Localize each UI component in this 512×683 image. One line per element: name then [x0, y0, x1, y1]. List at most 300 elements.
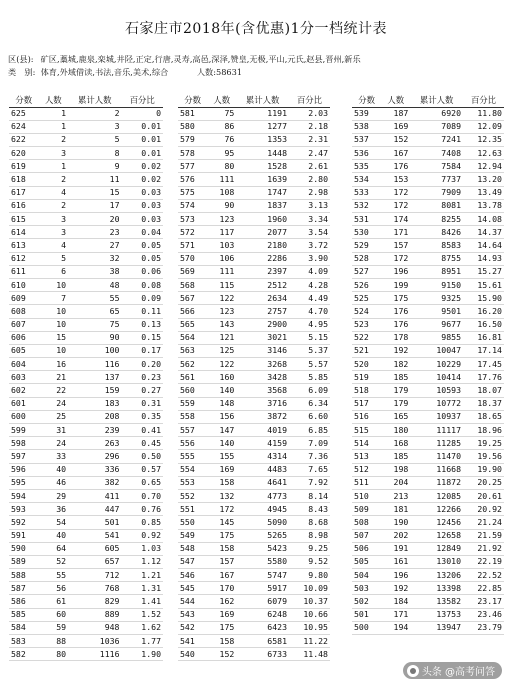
table-row	[352, 133, 504, 146]
table-cell: 21	[39, 371, 69, 384]
table-cell: 3568	[236, 384, 289, 397]
table-row	[9, 265, 163, 278]
table-cell: 535	[352, 160, 381, 173]
table-cell: 122	[207, 292, 236, 305]
table-cell: 1.52	[122, 608, 164, 621]
table-row	[178, 226, 330, 239]
table-cell: 577	[178, 160, 207, 173]
table-cell: 576	[178, 173, 207, 186]
table-cell: 22.52	[463, 569, 504, 582]
table-cell: 501	[68, 516, 121, 529]
table-cell: 545	[178, 582, 207, 595]
district-line	[8, 54, 361, 65]
table-cell: 0.92	[122, 529, 164, 542]
table-row	[178, 292, 330, 305]
table-cell: 2.31	[289, 133, 330, 146]
table-cell: 80	[207, 160, 236, 173]
table-cell: 22	[39, 384, 69, 397]
table-row	[9, 160, 163, 173]
table-cell: 4945	[236, 503, 289, 516]
table-row	[352, 489, 504, 502]
table-cell: 13947	[410, 621, 463, 634]
table-cell: 5.37	[289, 344, 330, 357]
table-cell: 106	[207, 252, 236, 265]
table-cell: 11.48	[289, 648, 330, 661]
table-cell: 2286	[236, 252, 289, 265]
table-row	[178, 555, 330, 568]
table-cell: 7089	[410, 120, 463, 133]
table-row	[352, 120, 504, 133]
table-row	[178, 621, 330, 634]
table-cell: 23.17	[463, 595, 504, 608]
table-cell: 140	[207, 384, 236, 397]
table-cell: 0.02	[122, 160, 164, 173]
table-cell: 55	[39, 569, 69, 582]
table-cell: 510	[352, 489, 381, 502]
table-cell: 152	[381, 133, 410, 146]
table-cell: 1036	[68, 635, 121, 648]
table-cell: 586	[9, 595, 39, 608]
district-value: 矿区,藁城,鹿泉,栾城,井陉,正定,行唐,灵寿,高邑,深泽,赞皇,无极,平山,元氏,赵县,晋州,新乐	[40, 54, 361, 64]
table-cell: 155	[207, 450, 236, 463]
table-row	[352, 226, 504, 239]
table-cell: 194	[381, 621, 410, 634]
table-cell: 0.09	[122, 292, 164, 305]
table-cell: 174	[381, 213, 410, 226]
table-cell: 581	[178, 107, 207, 120]
table-cell: 121	[207, 331, 236, 344]
table-row	[9, 318, 163, 331]
table-cell: 80	[39, 648, 69, 661]
table-cell: 3268	[236, 358, 289, 371]
table-row	[178, 252, 330, 265]
table-row	[178, 410, 330, 423]
table-cell: 503	[352, 582, 381, 595]
table-cell: 21.59	[463, 529, 504, 542]
table-cell: 122	[207, 358, 236, 371]
table-cell: 523	[352, 318, 381, 331]
table-cell: 8755	[410, 252, 463, 265]
table-cell: 9.80	[289, 569, 330, 582]
table-cell: 829	[68, 595, 121, 608]
table-cell: 7584	[410, 160, 463, 173]
table-cell: 54	[39, 516, 69, 529]
table-cell: 605	[68, 542, 121, 555]
table-cell: 1448	[236, 147, 289, 160]
table-row	[178, 344, 330, 357]
table-cell: 12658	[410, 529, 463, 542]
table-cell: 7737	[410, 173, 463, 186]
table-cell: 1	[39, 120, 69, 133]
table-cell: 551	[178, 503, 207, 516]
table-cell: 0.15	[122, 331, 164, 344]
table-cell: 4159	[236, 437, 289, 450]
table-cell: 187	[381, 107, 410, 120]
table-cell: 9150	[410, 278, 463, 291]
table-cell: 0.08	[122, 278, 164, 291]
table-cell: 176	[381, 160, 410, 173]
table-row	[178, 133, 330, 146]
table-cell: 607	[9, 318, 39, 331]
table-cell: 4.09	[289, 265, 330, 278]
table-cell: 19.56	[463, 450, 504, 463]
table-row	[178, 278, 330, 291]
table-cell: 11	[68, 173, 121, 186]
table-cell: 572	[178, 226, 207, 239]
table-cell: 153	[381, 173, 410, 186]
table-cell: 609	[9, 292, 39, 305]
table-cell: 506	[352, 542, 381, 555]
table-row	[352, 569, 504, 582]
table-cell: 2757	[236, 305, 289, 318]
table-cell: 6423	[236, 621, 289, 634]
table-cell: 527	[352, 265, 381, 278]
table-row	[9, 476, 163, 489]
table-cell: 1353	[236, 133, 289, 146]
table-cell: 192	[381, 344, 410, 357]
table-cell: 526	[352, 278, 381, 291]
table-header-row	[352, 94, 504, 107]
table-cell: 7.09	[289, 437, 330, 450]
table-cell: 14.64	[463, 239, 504, 252]
table-cell: 171	[381, 226, 410, 239]
table-cell: 524	[352, 305, 381, 318]
table-row	[352, 186, 504, 199]
table-cell: 1.77	[122, 635, 164, 648]
table-cell: 513	[352, 450, 381, 463]
table-cell: 3.13	[289, 199, 330, 212]
table-cell: 534	[352, 173, 381, 186]
table-cell: 541	[68, 529, 121, 542]
table-cell: 111	[207, 173, 236, 186]
table-row	[178, 489, 330, 502]
table-header-row	[9, 94, 163, 107]
table-cell: 5265	[236, 529, 289, 542]
table-cell: 561	[178, 371, 207, 384]
table-row	[352, 608, 504, 621]
column-header: 百分比	[122, 94, 164, 107]
table-cell: 8951	[410, 265, 463, 278]
table-cell: 537	[352, 133, 381, 146]
table-row	[178, 173, 330, 186]
table-cell: 560	[178, 384, 207, 397]
table-cell: 10.37	[289, 595, 330, 608]
table-cell: 1.41	[122, 595, 164, 608]
table-cell: 23.79	[463, 621, 504, 634]
table-cell: 115	[207, 278, 236, 291]
table-cell: 6	[39, 265, 69, 278]
table-cell: 180	[381, 424, 410, 437]
watermark-text: 头条 @高考问答	[421, 667, 495, 678]
table-cell: 132	[207, 489, 236, 502]
table-row	[178, 107, 330, 120]
district-label: 区(县):	[8, 54, 34, 64]
table-cell: 4773	[236, 489, 289, 502]
table-cell: 152	[207, 648, 236, 661]
table-cell: 0	[122, 107, 164, 120]
table-cell: 172	[381, 199, 410, 212]
table-cell: 175	[207, 529, 236, 542]
table-cell: 167	[381, 147, 410, 160]
table-cell: 12849	[410, 542, 463, 555]
table-cell: 536	[352, 147, 381, 160]
table-cell: 4.49	[289, 292, 330, 305]
table-cell: 570	[178, 252, 207, 265]
table-cell: 179	[381, 397, 410, 410]
table-cell: 611	[9, 265, 39, 278]
table-cell: 160	[207, 371, 236, 384]
table-cell: 24	[39, 437, 69, 450]
table-row	[352, 384, 504, 397]
table-cell: 10047	[410, 344, 463, 357]
column-header: 分数	[178, 94, 207, 107]
table-cell: 546	[178, 569, 207, 582]
table-cell: 594	[9, 489, 39, 502]
table-row	[178, 503, 330, 516]
table-cell: 2	[39, 133, 69, 146]
table-cell: 199	[381, 278, 410, 291]
table-cell: 528	[352, 252, 381, 265]
table-cell: 21.92	[463, 542, 504, 555]
table-cell: 156	[207, 410, 236, 423]
table-cell: 601	[9, 397, 39, 410]
table-row	[9, 305, 163, 318]
table-cell: 616	[9, 199, 39, 212]
table-row	[178, 476, 330, 489]
table-cell: 143	[207, 318, 236, 331]
table-cell: 198	[381, 463, 410, 476]
table-row	[178, 305, 330, 318]
table-cell: 10.66	[289, 608, 330, 621]
table-row	[9, 582, 163, 595]
table-row	[9, 278, 163, 291]
table-cell: 9	[68, 160, 121, 173]
table-cell: 191	[381, 542, 410, 555]
table-cell: 530	[352, 226, 381, 239]
table-row	[178, 331, 330, 344]
table-row	[178, 437, 330, 450]
table-cell: 502	[352, 595, 381, 608]
table-cell: 2.80	[289, 173, 330, 186]
table-cell: 4	[39, 186, 69, 199]
table-cell: 8.43	[289, 503, 330, 516]
table-cell: 202	[381, 529, 410, 542]
table-cell: 583	[9, 635, 39, 648]
table-cell: 615	[9, 213, 39, 226]
table-row	[352, 252, 504, 265]
table-row	[352, 397, 504, 410]
table-cell: 175	[381, 292, 410, 305]
table-cell: 0.17	[122, 344, 164, 357]
table-row	[352, 463, 504, 476]
table-cell: 614	[9, 226, 39, 239]
table-cell: 11285	[410, 437, 463, 450]
table-cell: 140	[207, 437, 236, 450]
table-cell: 580	[178, 120, 207, 133]
table-cell: 11668	[410, 463, 463, 476]
table-cell: 165	[381, 410, 410, 423]
table-row	[352, 213, 504, 226]
table-row	[9, 358, 163, 371]
table-row	[9, 384, 163, 397]
table-cell: 55	[68, 292, 121, 305]
table-cell: 10	[39, 278, 69, 291]
table-cell: 5	[39, 252, 69, 265]
table-cell: 531	[352, 213, 381, 226]
table-cell: 544	[178, 595, 207, 608]
table-cell: 2.18	[289, 120, 330, 133]
table-cell: 599	[9, 424, 39, 437]
table-row	[352, 147, 504, 160]
table-row	[9, 107, 163, 120]
table-row	[9, 516, 163, 529]
table-cell: 0.31	[122, 397, 164, 410]
table-header-row	[178, 94, 330, 107]
table-cell: 532	[352, 199, 381, 212]
table-cell: 2.03	[289, 107, 330, 120]
table-cell: 7909	[410, 186, 463, 199]
table-row	[352, 160, 504, 173]
table-row	[178, 186, 330, 199]
table-cell: 12456	[410, 516, 463, 529]
table-cell: 563	[178, 344, 207, 357]
table-cell: 169	[207, 463, 236, 476]
table-cell: 38	[68, 265, 121, 278]
table-row	[9, 542, 163, 555]
table-cell: 123	[207, 305, 236, 318]
table-cell: 40	[39, 463, 69, 476]
table-cell: 1960	[236, 213, 289, 226]
table-cell: 170	[207, 582, 236, 595]
table-cell: 539	[352, 107, 381, 120]
table-row	[352, 305, 504, 318]
table-row	[9, 489, 163, 502]
table-cell: 196	[381, 265, 410, 278]
score-table-1	[9, 94, 163, 661]
table-cell: 625	[9, 107, 39, 120]
table-cell: 0.01	[122, 133, 164, 146]
table-cell: 0.50	[122, 450, 164, 463]
column-header: 分数	[352, 94, 381, 107]
table-cell: 56	[39, 582, 69, 595]
table-row	[9, 120, 163, 133]
table-row	[352, 371, 504, 384]
table-row	[9, 437, 163, 450]
table-cell: 183	[68, 397, 121, 410]
total-count: 人数:58631	[196, 67, 243, 77]
table-cell: 48	[68, 278, 121, 291]
table-cell: 1.62	[122, 621, 164, 634]
table-cell: 8.98	[289, 529, 330, 542]
table-cell: 5747	[236, 569, 289, 582]
table-row	[352, 437, 504, 450]
table-cell: 184	[381, 595, 410, 608]
table-cell: 520	[352, 358, 381, 371]
column-header: 人数	[381, 94, 410, 107]
table-cell: 10.95	[289, 621, 330, 634]
table-cell: 587	[9, 582, 39, 595]
table-cell: 15.61	[463, 278, 504, 291]
table-cell: 10	[39, 344, 69, 357]
table-cell: 16.20	[463, 305, 504, 318]
table-cell: 172	[381, 252, 410, 265]
table-cell: 7.92	[289, 476, 330, 489]
table-cell: 525	[352, 292, 381, 305]
table-row	[9, 410, 163, 423]
table-cell: 10593	[410, 384, 463, 397]
table-cell: 23.46	[463, 608, 504, 621]
table-row	[178, 265, 330, 278]
table-cell: 5.85	[289, 371, 330, 384]
table-cell: 60	[39, 608, 69, 621]
table-row	[9, 331, 163, 344]
table-cell: 10772	[410, 397, 463, 410]
table-cell: 3146	[236, 344, 289, 357]
table-row	[178, 450, 330, 463]
table-cell: 657	[68, 555, 121, 568]
table-row	[9, 292, 163, 305]
table-cell: 4019	[236, 424, 289, 437]
table-cell: 447	[68, 503, 121, 516]
table-row	[9, 186, 163, 199]
table-cell: 5	[68, 133, 121, 146]
table-cell: 617	[9, 186, 39, 199]
table-cell: 538	[352, 120, 381, 133]
table-cell: 9501	[410, 305, 463, 318]
table-cell: 0.03	[122, 186, 164, 199]
table-cell: 116	[68, 358, 121, 371]
table-cell: 557	[178, 424, 207, 437]
table-row	[178, 120, 330, 133]
table-cell: 1528	[236, 160, 289, 173]
column-header: 累计人数	[410, 94, 463, 107]
table-row	[178, 582, 330, 595]
score-table-2	[178, 94, 330, 661]
table-cell: 1639	[236, 173, 289, 186]
table-row	[9, 371, 163, 384]
table-cell: 12085	[410, 489, 463, 502]
table-cell: 13206	[410, 569, 463, 582]
table-cell: 22.85	[463, 582, 504, 595]
table-cell: 21.24	[463, 516, 504, 529]
table-cell: 123	[207, 213, 236, 226]
table-row	[9, 463, 163, 476]
table-cell: 4.95	[289, 318, 330, 331]
table-cell: 13.20	[463, 173, 504, 186]
table-cell: 514	[352, 437, 381, 450]
table-cell: 612	[9, 252, 39, 265]
table-cell: 2077	[236, 226, 289, 239]
table-cell: 516	[352, 410, 381, 423]
table-row	[9, 450, 163, 463]
table-cell: 10.09	[289, 582, 330, 595]
column-header: 人数	[39, 94, 69, 107]
table-cell: 10	[39, 318, 69, 331]
table-cell: 0.20	[122, 358, 164, 371]
table-cell: 179	[381, 384, 410, 397]
table-cell: 559	[178, 397, 207, 410]
table-cell: 0.65	[122, 476, 164, 489]
table-row	[352, 503, 504, 516]
table-cell: 75	[207, 107, 236, 120]
table-cell: 555	[178, 450, 207, 463]
table-row	[352, 582, 504, 595]
table-cell: 573	[178, 213, 207, 226]
table-cell: 213	[381, 489, 410, 502]
table-cell: 610	[9, 278, 39, 291]
table-cell: 3.72	[289, 239, 330, 252]
table-cell: 1277	[236, 120, 289, 133]
